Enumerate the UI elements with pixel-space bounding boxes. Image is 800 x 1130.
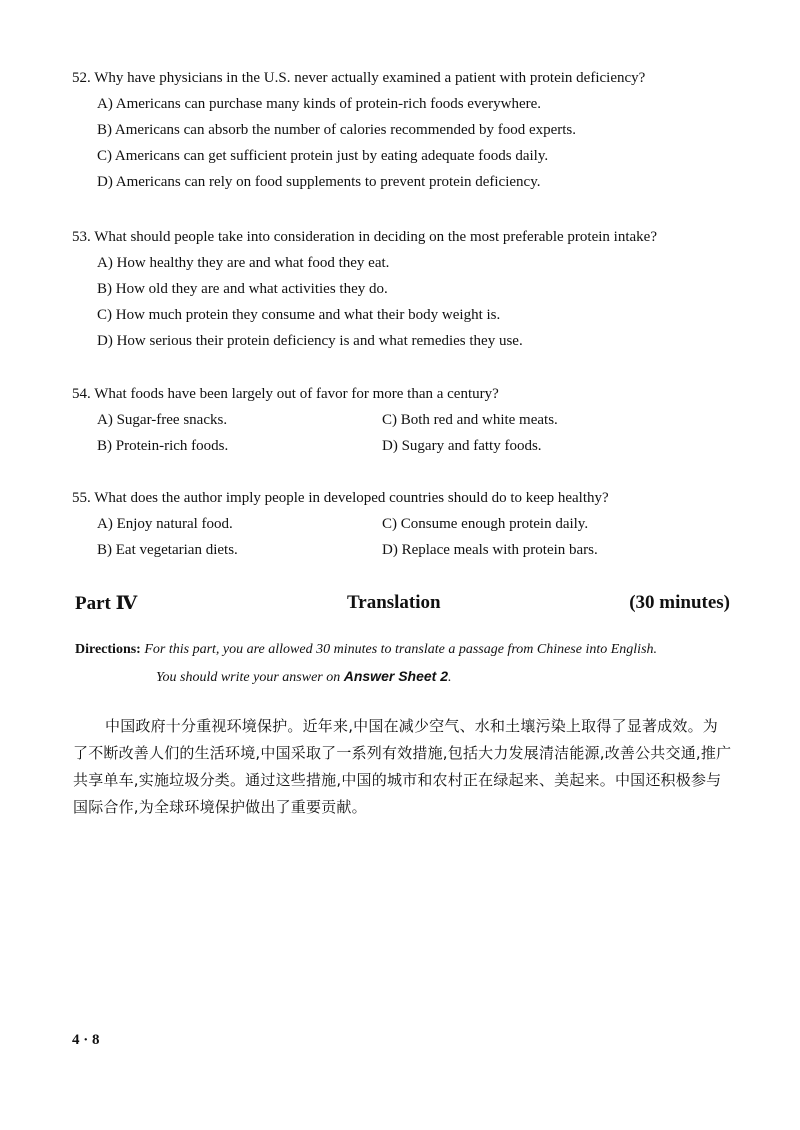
option-grid [72,514,762,560]
directions-line2-suffix: . [448,670,452,685]
option-b: B) How old they are and what activities they do. [97,281,388,297]
option-a: A) How healthy they are and what food they eat. [97,255,390,271]
part-header [75,592,730,618]
option-grid [72,410,762,456]
option-a: A) Enjoy natural food. [97,516,233,532]
answer-sheet-label: Answer Sheet 2 [343,668,448,684]
question-55 [72,488,762,560]
option-b: B) Eat vegetarian diets. [97,542,238,558]
option-c: C) How much protein they consume and what their body weight is. [97,307,501,323]
option-d: D) Sugary and fatty foods. [382,438,542,454]
part-title: Translation [347,592,441,613]
question-53 [72,227,762,351]
question-stem: 53. What should people take into consideration in deciding on the most preferable protein intake? [72,229,657,245]
option-d: D) How serious their protein deficiency is and what remedies they use. [97,333,523,349]
translation-passage: 中国政府十分重视环境保护。近年来,中国在减少空气、水和土壤污染上取得了显著成效。为了不断改善人们的生活环境,中国采取了一系列有效措施,包括大力发展清洁能源,改善公共交通,推广共享单车,实施垃圾分类。通过这些措施,中国的城市和农村正在绿起来、美起来。中国还积极参与国际合作,为全球环境保护做出了重要贡献。 [73,717,732,816]
question-stem: 55. What does the author imply people in developed countries should do to keep healthy? [72,490,609,506]
option-b: B) Protein-rich foods. [97,438,229,454]
question-52 [72,68,762,192]
page-number: 4 · 8 [72,1032,100,1048]
part-label: Part Ⅳ [75,593,138,614]
option-c: C) Americans can get sufficient protein just by eating adequate foods daily. [97,148,549,164]
directions-line2-prefix: You should write your answer on [156,670,341,685]
directions-line1: For this part, you are allowed 30 minutes to translate a passage from Chinese into English. [144,642,658,657]
option-c: C) Consume enough protein daily. [382,516,589,532]
option-b: B) Americans can absorb the number of calories recommended by food experts. [97,122,577,138]
option-d: D) Replace meals with protein bars. [382,542,598,558]
part-time: (30 minutes) [629,592,730,613]
option-c: C) Both red and white meats. [382,412,558,428]
directions-label: Directions: [75,642,141,657]
option-a: A) Americans can purchase many kinds of protein-rich foods everywhere. [97,96,542,112]
question-54 [72,384,762,456]
question-stem: 52. Why have physicians in the U.S. never actually examined a patient with protein deficiency? [72,70,646,86]
option-a: A) Sugar-free snacks. [97,412,228,428]
directions [75,640,755,688]
question-stem: 54. What foods have been largely out of favor for more than a century? [72,386,499,402]
option-d: D) Americans can rely on food supplements to prevent protein deficiency. [97,174,541,190]
